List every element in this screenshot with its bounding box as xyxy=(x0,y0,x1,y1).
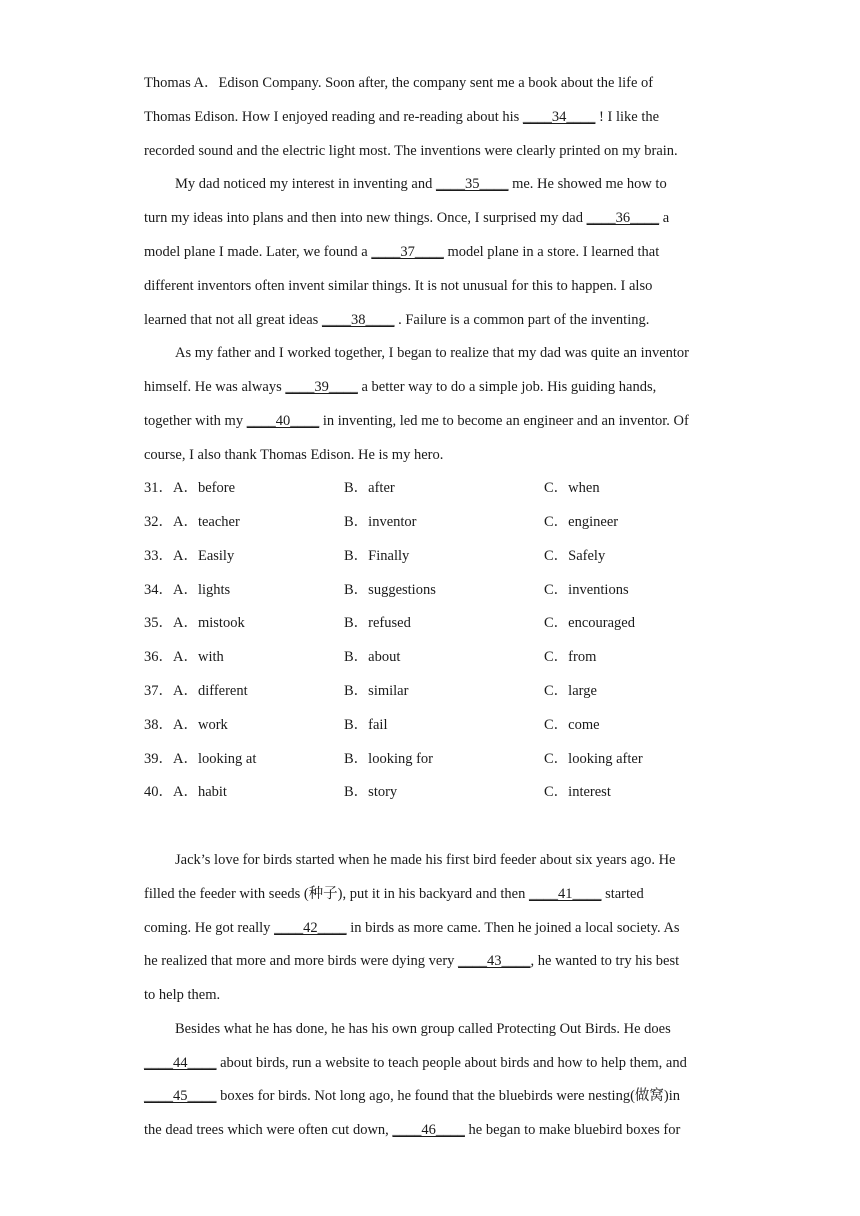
text-run: in inventing, led me to become an engineer and an inventor. Of xyxy=(319,413,689,429)
option-b: B．refused xyxy=(344,615,411,631)
option-a: 32．A．teacher xyxy=(144,514,240,530)
text-run: he began to make bluebird boxes for xyxy=(464,1122,681,1138)
text-run: learned that not all great ideas xyxy=(144,312,322,328)
text-run: about birds, run a website to teach people about birds and how to help them, and xyxy=(216,1055,687,1071)
blank-42: ____42____ xyxy=(274,920,347,936)
passage-line xyxy=(144,208,724,228)
option-a: 35．A．mistook xyxy=(144,615,245,631)
option-b: B．inventor xyxy=(344,514,417,530)
option-a: 37．A．different xyxy=(144,683,248,699)
option-a: 34．A．lights xyxy=(144,582,231,598)
option-c: C．looking after xyxy=(544,751,643,767)
passage-line xyxy=(144,918,724,938)
text-run: Thomas A．Edison Company. Soon after, the company sent me a book about the life of xyxy=(144,75,654,91)
passage-line xyxy=(175,343,755,363)
option-c: C．come xyxy=(544,717,600,733)
text-run: the dead trees which were often cut down, xyxy=(144,1122,393,1138)
text-run: me. He showed me how to xyxy=(508,176,667,192)
option-c: C．from xyxy=(544,649,597,665)
passage-line xyxy=(144,310,724,330)
text-run: he realized that more and more birds were dying very xyxy=(144,953,459,969)
blank-38: ____38____ xyxy=(321,312,395,328)
passage-line xyxy=(144,951,724,971)
passage-line xyxy=(144,73,724,93)
text-run: Jack’s love for birds started when he made his first bird feeder about six years ago. He xyxy=(175,852,676,868)
option-row-33 xyxy=(144,546,744,566)
option-c: C．inventions xyxy=(544,582,629,598)
blank-43: ____43____ xyxy=(458,953,531,969)
option-c: C．when xyxy=(544,480,600,496)
text-run: coming. He got really xyxy=(144,920,275,936)
blank-34: ____34____ xyxy=(522,109,596,125)
text-run: different inventors often invent similar things. It is not unusual for this to happen. I also xyxy=(144,278,653,294)
option-row-37 xyxy=(144,681,744,701)
option-row-38 xyxy=(144,715,744,735)
option-a: 40．A．habit xyxy=(144,784,227,800)
passage-line xyxy=(175,850,755,870)
text-run: turn my ideas into plans and then into new things. Once, I surprised my dad xyxy=(144,210,587,226)
passage-line xyxy=(175,174,755,194)
blank-39: ____39____ xyxy=(285,379,358,395)
passage-line xyxy=(144,276,724,296)
blank-37: ____37____ xyxy=(371,244,444,260)
option-b: B．similar xyxy=(344,683,409,699)
blank-45: ____45____ xyxy=(144,1088,217,1104)
passage-line xyxy=(144,242,724,262)
option-row-31 xyxy=(144,478,744,498)
blank-46: ____46____ xyxy=(392,1122,465,1138)
text-run: himself. He was always xyxy=(144,379,286,395)
text-run: a xyxy=(659,210,670,226)
text-run: ! I like the xyxy=(595,109,660,125)
option-b: B．after xyxy=(344,480,395,496)
text-run: model plane I made. Later, we found a xyxy=(144,244,372,260)
option-c: C．Safely xyxy=(544,548,606,564)
passage-line xyxy=(144,985,724,1005)
blank-36: ____36____ xyxy=(586,210,660,226)
text-run: boxes for birds. Not long ago, he found that the bluebirds were nesting(做窝)in xyxy=(216,1088,681,1104)
option-b: B．story xyxy=(344,784,398,800)
text-run: As my father and I worked together, I began to realize that my dad was quite an inventor xyxy=(175,345,689,361)
text-run: Thomas Edison. How I enjoyed reading and re-reading about his xyxy=(144,109,523,125)
option-a: 36．A．with xyxy=(144,649,224,665)
option-b: B．Finally xyxy=(344,548,410,564)
blank-41: ____41____ xyxy=(528,886,602,902)
passage-line xyxy=(144,1120,724,1140)
option-b: B．suggestions xyxy=(344,582,436,598)
passage-line xyxy=(144,141,724,161)
passage-line xyxy=(144,411,724,431)
text-run: a better way to do a simple job. His guiding hands, xyxy=(357,379,657,395)
option-row-32 xyxy=(144,512,744,532)
option-a: 39．A．looking at xyxy=(144,751,257,767)
text-run: recorded sound and the electric light most. The inventions were clearly printed on my brain. xyxy=(144,143,678,159)
option-row-34 xyxy=(144,580,744,600)
blank-40: ____40____ xyxy=(246,413,320,429)
passage-line xyxy=(144,884,724,904)
option-b: B．about xyxy=(344,649,401,665)
option-a: 31．A．before xyxy=(144,480,236,496)
text-run: model plane in a store. I learned that xyxy=(443,244,660,260)
text-run: to help them. xyxy=(144,987,221,1003)
option-row-36 xyxy=(144,647,744,667)
option-c: C．interest xyxy=(544,784,611,800)
option-c: C．large xyxy=(544,683,597,699)
passage-line xyxy=(144,107,724,127)
text-run: My dad noticed my interest in inventing and xyxy=(175,176,436,192)
text-run: filled the feeder with seeds (种子), put it in his backyard and then xyxy=(144,886,529,902)
passage-line xyxy=(144,377,724,397)
passage-line xyxy=(144,1053,724,1073)
text-run: . Failure is a common part of the inventing. xyxy=(394,312,650,328)
passage-line xyxy=(144,445,724,465)
blank-44: ____44____ xyxy=(144,1055,217,1071)
option-c: C．engineer xyxy=(544,514,619,530)
option-row-35 xyxy=(144,613,744,633)
option-c: C．encouraged xyxy=(544,615,635,631)
passage-line xyxy=(144,1086,724,1106)
text-run: Besides what he has done, he has his own group called Protecting Out Birds. He does xyxy=(175,1021,671,1037)
passage-line xyxy=(175,1019,755,1039)
option-b: B．looking for xyxy=(344,751,434,767)
text-run: together with my xyxy=(144,413,247,429)
option-row-40 xyxy=(144,782,744,802)
text-run: course, I also thank Thomas Edison. He is my hero. xyxy=(144,447,444,463)
option-a: 33．A．Easily xyxy=(144,548,235,564)
text-run: , he wanted to try his best xyxy=(530,953,680,969)
option-a: 38．A．work xyxy=(144,717,228,733)
option-row-39 xyxy=(144,749,744,769)
option-b: B．fail xyxy=(344,717,388,733)
blank-35: ____35____ xyxy=(435,176,509,192)
text-run: started xyxy=(601,886,644,902)
text-run: in birds as more came. Then he joined a local society. As xyxy=(346,920,680,936)
